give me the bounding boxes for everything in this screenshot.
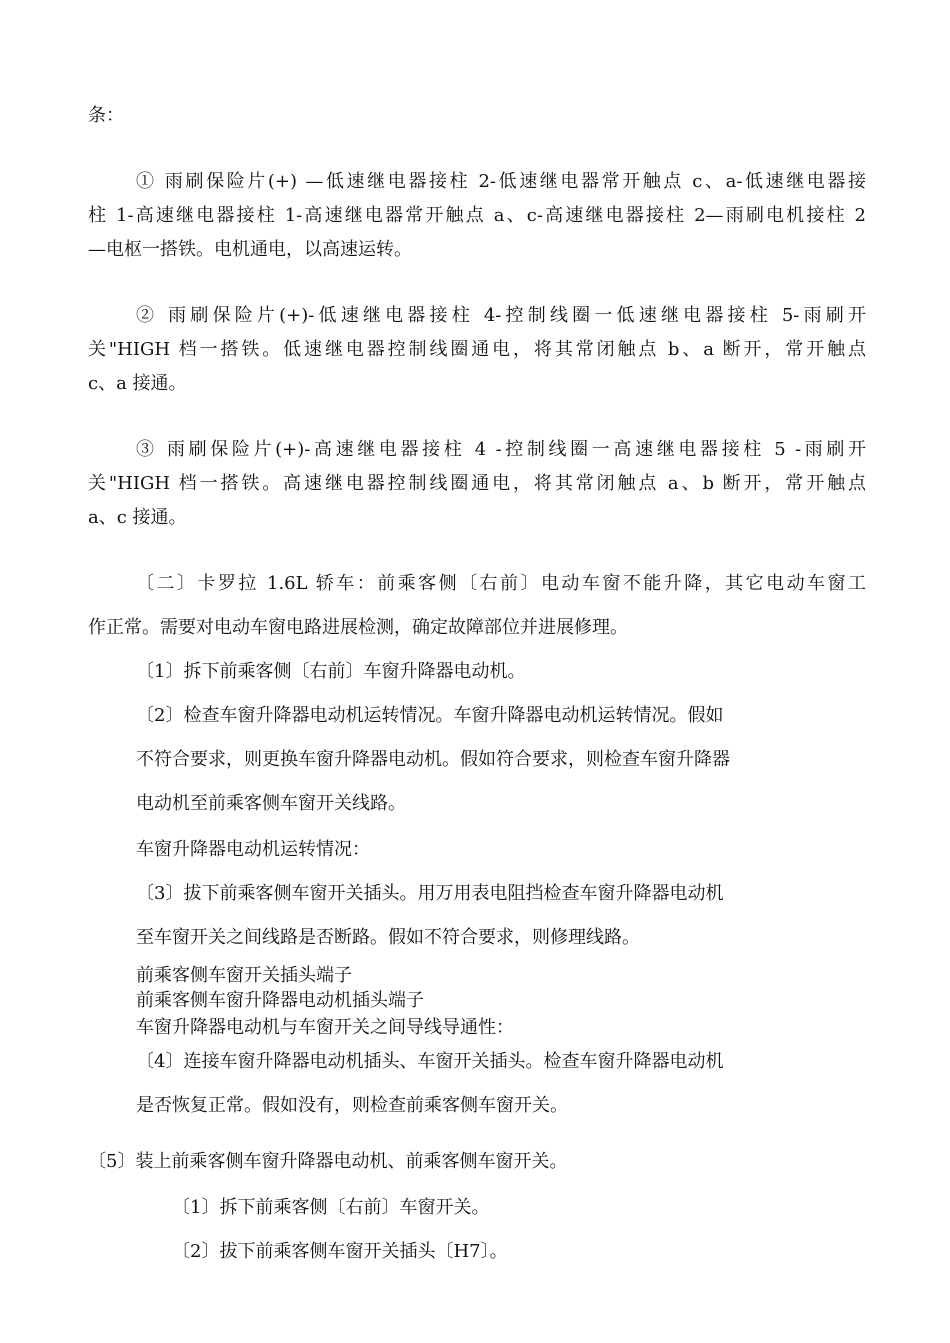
list-item: 〔1〕拆下前乘客侧〔右前〕车窗升降器电动机。 xyxy=(136,661,526,682)
text-line: 车窗升降器电动机与车窗开关之间导线导通性： xyxy=(136,1017,514,1038)
text-line: ① 雨刷保险片(+) —低速继电器接柱 2-低速继电器常开触点 c、a-低速继电器接 xyxy=(136,171,866,192)
text-line: 是否恢复正常。假如没有，则检查前乘客侧车窗开关。 xyxy=(136,1095,568,1116)
text-line: —电枢一搭铁。电机通电，以高速运转。 xyxy=(88,239,412,260)
text-line: 前乘客侧车窗升降器电动机插头端子 xyxy=(136,990,424,1011)
text-line: 电动机至前乘客侧车窗开关线路。 xyxy=(136,793,406,814)
list-item: 〔5〕装上前乘客侧车窗升降器电动机、前乘客侧车窗开关。 xyxy=(88,1151,568,1172)
text-line: 关"HIGH 档一搭铁。低速继电器控制线圈通电，将其常闭触点 b、a 断开，常开触点 xyxy=(88,339,866,360)
text-line: 前乘客侧车窗开关插头端子 xyxy=(136,965,352,986)
text-line: a、c 接通。 xyxy=(88,507,187,528)
text-line: 条： xyxy=(88,105,124,126)
list-item: 〔2〕检查车窗升降器电动机运转情况。车窗升降器电动机运转情况。假如 xyxy=(136,705,724,726)
text-line: c、a 接通。 xyxy=(88,373,187,394)
list-item: 〔4〕连接车窗升降器电动机插头、车窗开关插头。检查车窗升降器电动机 xyxy=(136,1051,724,1072)
section-heading: 〔二〕卡罗拉 1.6L 轿车：前乘客侧〔右前〕电动车窗不能升降，其它电动车窗工 xyxy=(136,573,866,594)
text-line: 不符合要求，则更换车窗升降器电动机。假如符合要求，则检查车窗升降器 xyxy=(136,749,730,770)
text-line: ② 雨刷保险片(+)-低速继电器接柱 4-控制线圈一低速继电器接柱 5-雨刷开 xyxy=(136,305,866,326)
list-item: 〔3〕拔下前乘客侧车窗开关插头。用万用表电阻挡检查车窗升降器电动机 xyxy=(136,883,724,904)
text-line: 柱 1-高速继电器接柱 1-高速继电器常开触点 a、c-高速继电器接柱 2—雨刷电机接柱 2 xyxy=(88,205,866,226)
text-line: 作正常。需要对电动车窗电路进展检测，确定故障部位并进展修理。 xyxy=(88,617,628,638)
text-line: 关"HIGH 档一搭铁。高速继电器控制线圈通电，将其常闭触点 a、b 断开，常开触点 xyxy=(88,473,866,494)
text-line: ③ 雨刷保险片(+)-高速继电器接柱 4 -控制线圈一高速继电器接柱 5 -雨刷开 xyxy=(136,439,866,460)
list-item: 〔1〕拆下前乘客侧〔右前〕车窗开关。 xyxy=(172,1197,490,1218)
list-item: 〔2〕拔下前乘客侧车窗开关插头〔H7〕。 xyxy=(172,1241,508,1262)
text-line: 车窗升降器电动机运转情况： xyxy=(136,839,370,860)
text-line: 至车窗开关之间线路是否断路。假如不符合要求，则修理线路。 xyxy=(136,927,640,948)
